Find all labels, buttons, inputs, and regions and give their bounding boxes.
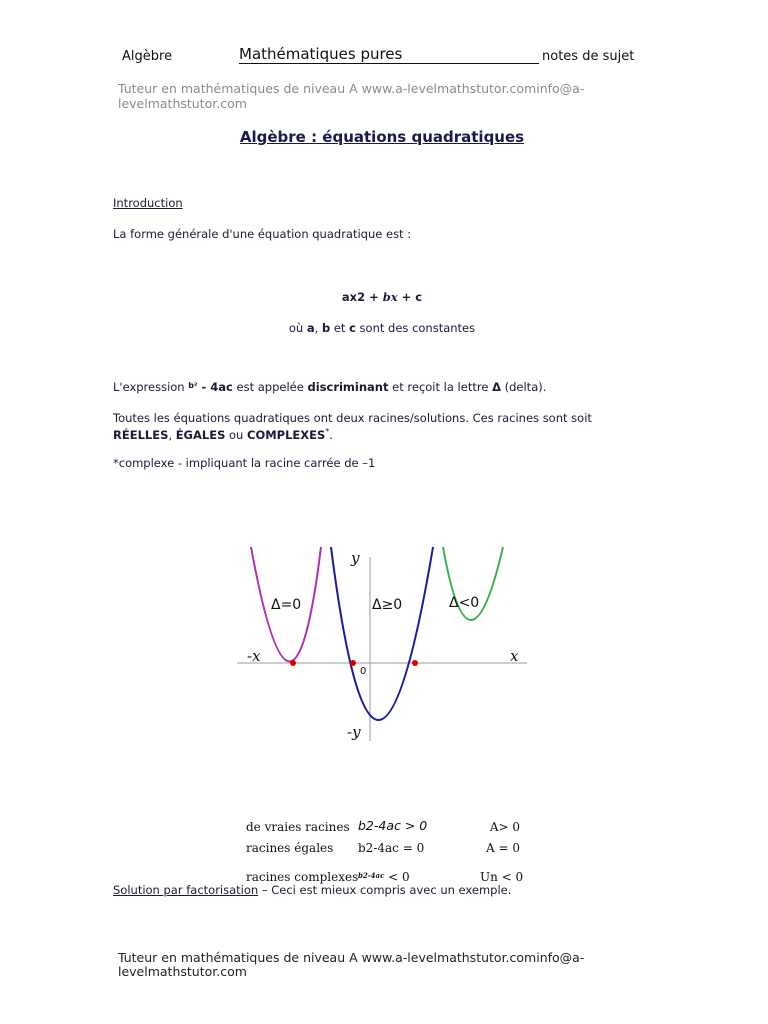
- disc-4ac: - 4ac: [197, 380, 233, 394]
- roots-star: *: [325, 427, 330, 436]
- disc-prefix: L'expression: [113, 380, 189, 394]
- disc-name: discriminant: [307, 380, 389, 394]
- factorisation-link[interactable]: Solution par factorisation: [113, 883, 259, 897]
- parabola-graph: [233, 543, 533, 748]
- label-neg-x: -x: [247, 647, 261, 665]
- roots-paragraph: [113, 411, 633, 442]
- label-delta-lt: Δ<0: [449, 595, 480, 611]
- page-title: Algèbre : équations quadratiques: [239, 128, 525, 146]
- constants-sep2: et: [330, 321, 350, 335]
- constants-prefix: où: [288, 321, 307, 335]
- constants-suffix: sont des constantes: [355, 321, 476, 335]
- disc-middle: est appelée: [232, 380, 308, 394]
- general-form-text: La forme générale d'une équation quadratique est :: [113, 227, 412, 241]
- constant-a: a: [306, 321, 315, 335]
- label-delta-ge: Δ≥0: [372, 597, 403, 613]
- table-row-label: racines complexes: [246, 870, 359, 884]
- disc-suffix2: (delta).: [500, 380, 547, 394]
- formula-part2: + c: [397, 290, 423, 304]
- disc-b2: b²: [188, 381, 198, 390]
- table-row-label: racines égales: [246, 841, 334, 855]
- label-y: y: [351, 549, 360, 567]
- constants-line: [0, 321, 764, 335]
- root-point-left: [350, 660, 356, 666]
- label-neg-y: -y: [347, 723, 361, 741]
- expr-real: b2-4ac > 0: [358, 818, 428, 833]
- table-row-cond: A = 0: [486, 841, 520, 855]
- factorisation-rest: – Ceci est mieux compris avec un exemple.: [258, 883, 512, 897]
- formula-bx: bx: [382, 290, 398, 304]
- label-x: x: [510, 647, 519, 665]
- tutor-line-bottom: Tuteur en mathématiques de niveau A www.a-levelmathstutor.cominfo@a-levelmathstutor.com: [118, 950, 585, 979]
- table-row-label: de vraies racines: [246, 820, 350, 834]
- disc-delta: Δ: [492, 380, 501, 394]
- curve-delta-ge: [331, 547, 433, 720]
- roots-end: .: [329, 427, 333, 442]
- roots-egales: ÉGALES: [175, 427, 226, 442]
- table-row-expr: [358, 870, 410, 884]
- roots-complexes: COMPLEXES: [247, 427, 326, 442]
- disc-suffix1: et reçoit la lettre: [388, 380, 493, 394]
- tutor-line-top: Tuteur en mathématiques de niveau A www.a-levelmathstutor.cominfo@a-levelmathstutor.com: [118, 81, 585, 111]
- expr-complex-rest: < 0: [384, 870, 410, 884]
- quadratic-formula: [0, 290, 764, 304]
- table-row-expr: b2-4ac = 0: [358, 841, 425, 855]
- root-point-right: [412, 660, 418, 666]
- complexe-note: *complexe - impliquant la racine carrée de –1: [113, 456, 376, 470]
- table-row-cond: A> 0: [489, 820, 520, 834]
- header-title: Mathématiques pures: [239, 46, 539, 64]
- label-delta-eq: Δ=0: [271, 597, 302, 613]
- factorisation-line: [113, 883, 511, 897]
- roots-reelles: RÉELLES: [113, 427, 169, 442]
- table-row-expr: [358, 818, 427, 833]
- formula-part1: ax2 +: [341, 290, 383, 304]
- intro-heading: Introduction: [113, 196, 183, 210]
- roots-sep1: ,: [168, 427, 176, 442]
- roots-sep2: ou: [225, 427, 247, 442]
- roots-text: Toutes les équations quadratiques ont deux racines/solutions. Ces racines sont soit: [113, 411, 592, 425]
- constants-sep1: ,: [314, 321, 322, 335]
- header-subject: Algèbre: [122, 49, 173, 64]
- header-notes: notes de sujet: [542, 49, 635, 64]
- constant-b: b: [321, 321, 331, 335]
- root-point-eq: [290, 660, 296, 666]
- label-origin: 0: [360, 666, 367, 677]
- table-row-cond: Un < 0: [480, 870, 524, 884]
- constant-c: c: [349, 321, 356, 335]
- expr-complex-small: b2-4ac: [358, 871, 385, 880]
- discriminant-line: [113, 380, 546, 394]
